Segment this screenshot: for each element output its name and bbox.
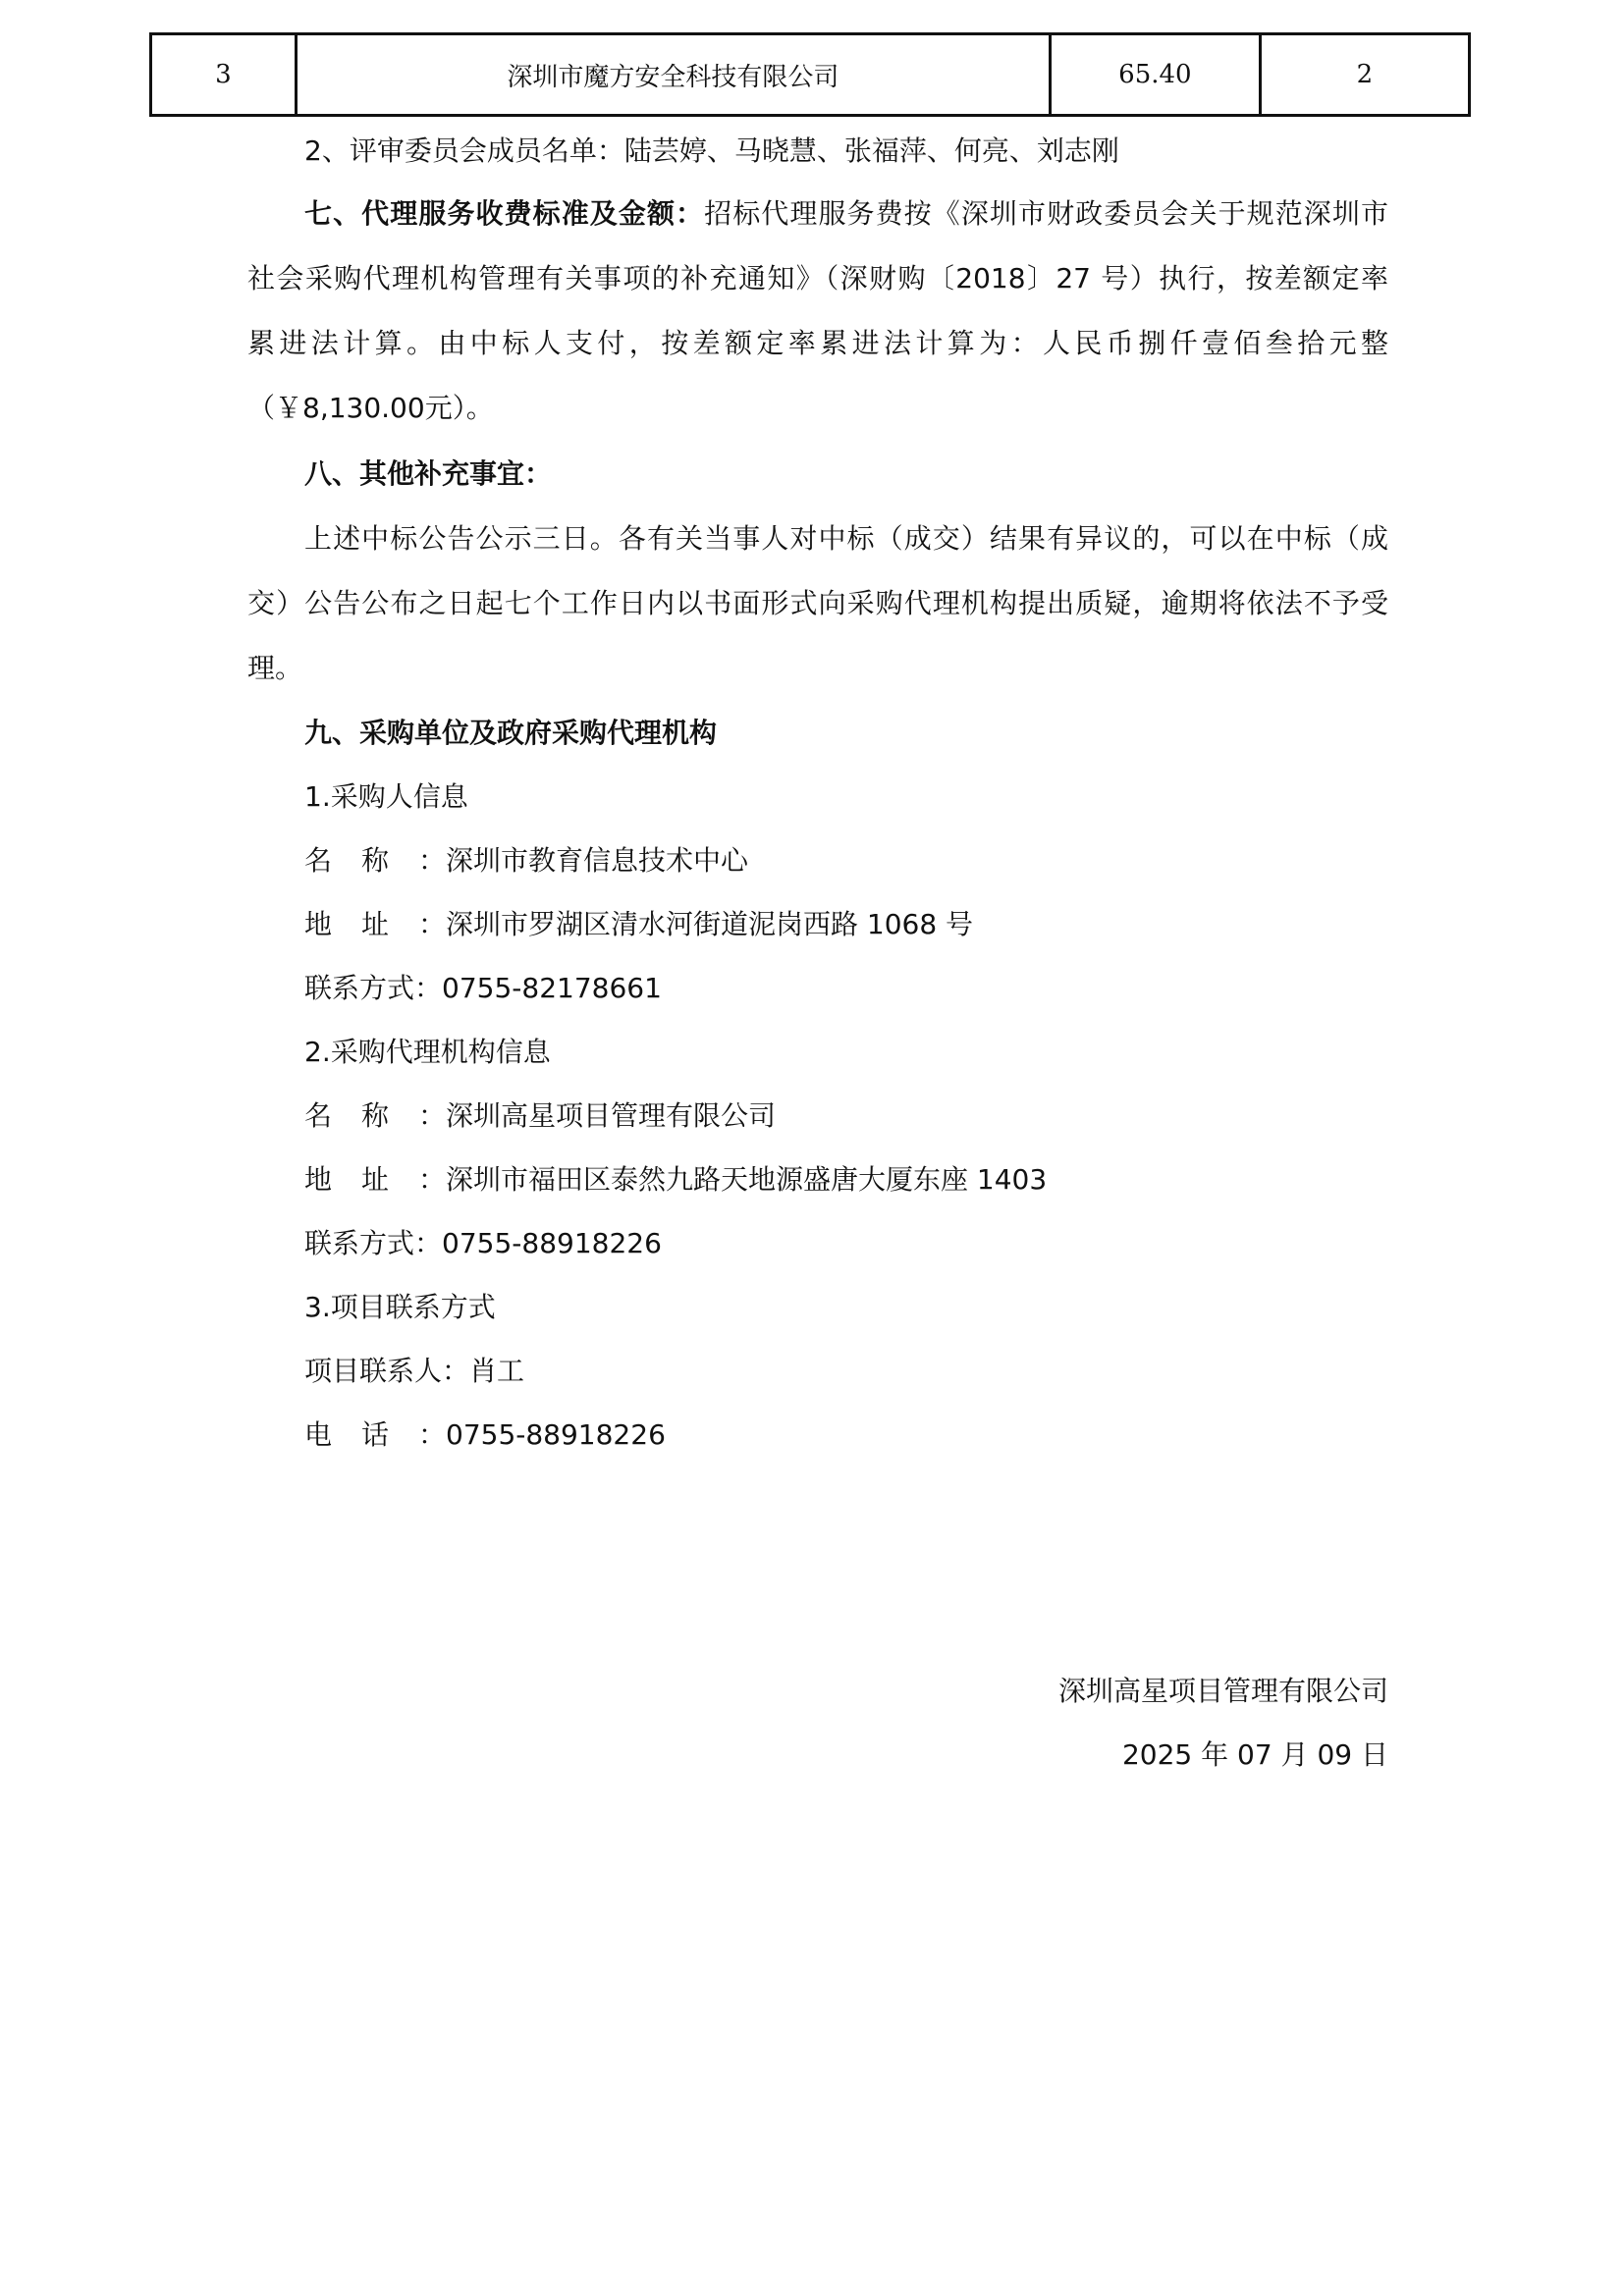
section-7 <box>247 194 1388 454</box>
project-phone-label: 电话： <box>304 1418 446 1451</box>
purchaser-title: 1.采购人信息 <box>304 780 468 813</box>
agency-name-row <box>304 1096 776 1136</box>
section-7-line-3: 累进法计算。由中标人支付，按差额定率累进法计算为：人民币捌仟壹佰叁拾元整 <box>247 327 1388 359</box>
agency-contact-label: 联系方式： <box>304 1227 443 1259</box>
section-7-line-4: （￥8,130.00元）。 <box>247 392 494 424</box>
section-8-line-3: 理。 <box>247 652 303 684</box>
agency-contact: 0755-88918226 <box>442 1227 662 1259</box>
project-person-row <box>304 1352 524 1391</box>
section-9-heading: 九、采购单位及政府采购代理机构 <box>304 717 718 749</box>
purchaser-address-label: 地址： <box>304 908 446 940</box>
project-phone: 0755-88918226 <box>446 1418 666 1451</box>
section-7-heading: 七、代理服务收费标准及金额： <box>304 197 705 230</box>
score-cell: 65.40 <box>1051 34 1261 116</box>
result-table <box>149 32 1471 117</box>
rank-cell: 3 <box>151 34 297 116</box>
agency-title: 2.采购代理机构信息 <box>304 1036 551 1068</box>
project-phone-row <box>304 1415 666 1455</box>
committee-list: 2、评审委员会成员名单：陆芸婷、马晓慧、张福萍、何亮、刘志刚 <box>304 134 1119 167</box>
purchaser-contact-label: 联系方式： <box>304 972 443 1004</box>
section-7-text: 招标代理服务费按《深圳市财政委员会关于规范深圳市 <box>704 197 1388 230</box>
section-7-line-1 <box>247 194 1388 259</box>
section-7-line-2: 社会采购代理机构管理有关事项的补充通知》（深财购〔2018〕27 号）执行，按差额定率 <box>247 262 1388 294</box>
agency-name: 深圳高星项目管理有限公司 <box>446 1099 777 1132</box>
purchaser-address: 深圳市罗湖区清水河街道泥岗西路 1068 号 <box>446 908 974 940</box>
agency-address: 深圳市福田区泰然九路天地源盛唐大厦东座 1403 <box>446 1163 1048 1196</box>
section-8 <box>247 519 1388 714</box>
agency-address-label: 地址： <box>304 1163 446 1196</box>
section-8-line-1: 上述中标公告公示三日。各有关当事人对中标（成交）结果有异议的，可以在中标（成 <box>304 522 1388 555</box>
table-row <box>151 34 1470 116</box>
company-cell: 深圳市魔方安全科技有限公司 <box>296 34 1050 116</box>
signature-company: 深圳高星项目管理有限公司 <box>1057 1675 1388 1707</box>
project-person-label: 项目联系人： <box>304 1355 470 1387</box>
purchaser-contact-row <box>304 969 662 1008</box>
section-8-line-2: 交）公告公布之日起七个工作日内以书面形式向采购代理机构提出质疑，逾期将依法不予受 <box>247 587 1388 619</box>
section-8-heading: 八、其他补充事宜： <box>304 457 553 490</box>
agency-address-row <box>304 1160 1047 1200</box>
project-person: 肖工 <box>469 1355 525 1387</box>
order-cell: 2 <box>1260 34 1469 116</box>
purchaser-name-row <box>304 841 748 881</box>
signature-date: 2025 年 07 月 09 日 <box>1121 1738 1388 1771</box>
project-title: 3.项目联系方式 <box>304 1291 496 1323</box>
agency-contact-row <box>304 1224 662 1263</box>
purchaser-name: 深圳市教育信息技术中心 <box>446 844 749 877</box>
purchaser-address-row <box>304 905 973 944</box>
purchaser-name-label: 名称： <box>304 844 446 877</box>
purchaser-contact: 0755-82178661 <box>442 972 662 1004</box>
agency-name-label: 名称： <box>304 1099 446 1132</box>
